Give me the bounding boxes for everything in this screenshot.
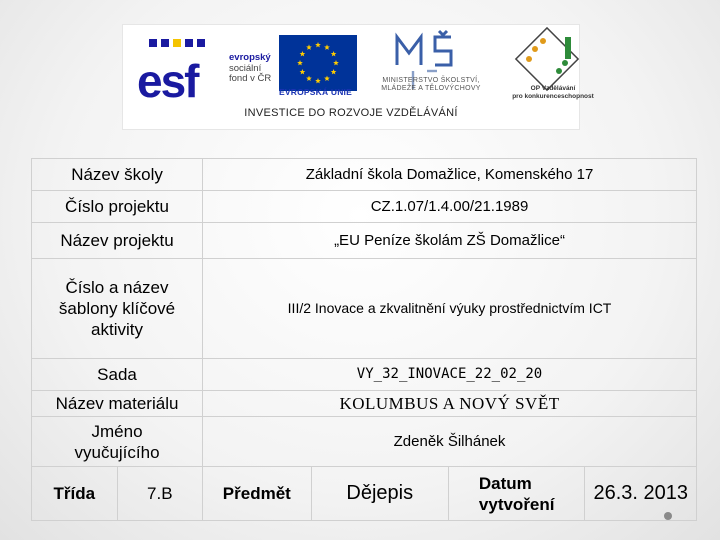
date-value: 26.3. 2013: [585, 467, 697, 521]
esf-line-1: evropský: [229, 52, 271, 63]
table-row: [32, 259, 697, 359]
set-label: Sada: [32, 359, 203, 391]
date-label: Datum vytvoření: [448, 467, 585, 521]
esf-logo-icon: [135, 35, 227, 105]
class-label: Třída: [32, 467, 118, 521]
material-label: Název materiálu: [32, 391, 203, 417]
subject-label: Předmět: [203, 467, 312, 521]
set-value: VY_32_INOVACE_22_02_20: [203, 359, 697, 391]
school-label: Název školy: [32, 159, 203, 191]
msmt-caption: [361, 77, 501, 93]
op-caption-line-2: pro konkurenceschopnost: [512, 92, 594, 100]
material-value: KOLUMBUS A NOVÝ SVĚT: [203, 391, 697, 417]
eu-caption: EVROPSKÁ UNIE: [279, 87, 352, 97]
class-value: 7.B: [117, 467, 202, 521]
project-number-value: CZ.1.07/1.4.00/21.1989: [203, 191, 697, 223]
subject-value: Dějepis: [311, 467, 448, 521]
table-row: [32, 159, 697, 191]
eu-flag-icon: [279, 35, 357, 91]
table-row: [32, 191, 697, 223]
project-name-value: „EU Peníze školám ZŠ Domažlice“: [203, 223, 697, 259]
table-row: [32, 223, 697, 259]
table-row: [32, 417, 697, 467]
table-row: [32, 359, 697, 391]
template-value: III/2 Inovace a zkvalitnění výuky prostřednictvím ICT: [203, 259, 697, 359]
svg-text:esf: esf: [137, 55, 198, 107]
op-vzdelavani-logo-icon: [519, 31, 575, 87]
op-caption: [505, 85, 601, 100]
msmt-caption-line-2: MLÁDEŽE A TĚLOVÝCHOVY: [381, 85, 481, 92]
op-caption-line-1: OP Vzdělávání: [530, 85, 576, 92]
project-number-label: Číslo projektu: [32, 191, 203, 223]
esf-line-3: fond v ČR: [229, 73, 272, 84]
esf-line-2: sociální: [229, 62, 262, 74]
msmt-caption-line-1: MINISTERSTVO ŠKOLSTVÍ,: [382, 77, 480, 84]
logo-banner: [122, 24, 594, 130]
slide-indicator-dot: [664, 512, 672, 520]
teacher-value: Zdeněk Šilhánek: [203, 417, 697, 467]
table-row: [32, 467, 697, 521]
table-row: [32, 391, 697, 417]
template-label: Číslo a název šablony klíčové aktivity: [32, 259, 203, 359]
banner-footer-text: INVESTICE DO ROZVOJE VZDĚLÁVÁNÍ: [244, 107, 458, 119]
project-name-label: Název projektu: [32, 223, 203, 259]
project-info-table: [31, 158, 697, 521]
teacher-label: Jméno vyučujícího: [32, 417, 203, 467]
school-value: Základní škola Domažlice, Komenského 17: [203, 159, 697, 191]
